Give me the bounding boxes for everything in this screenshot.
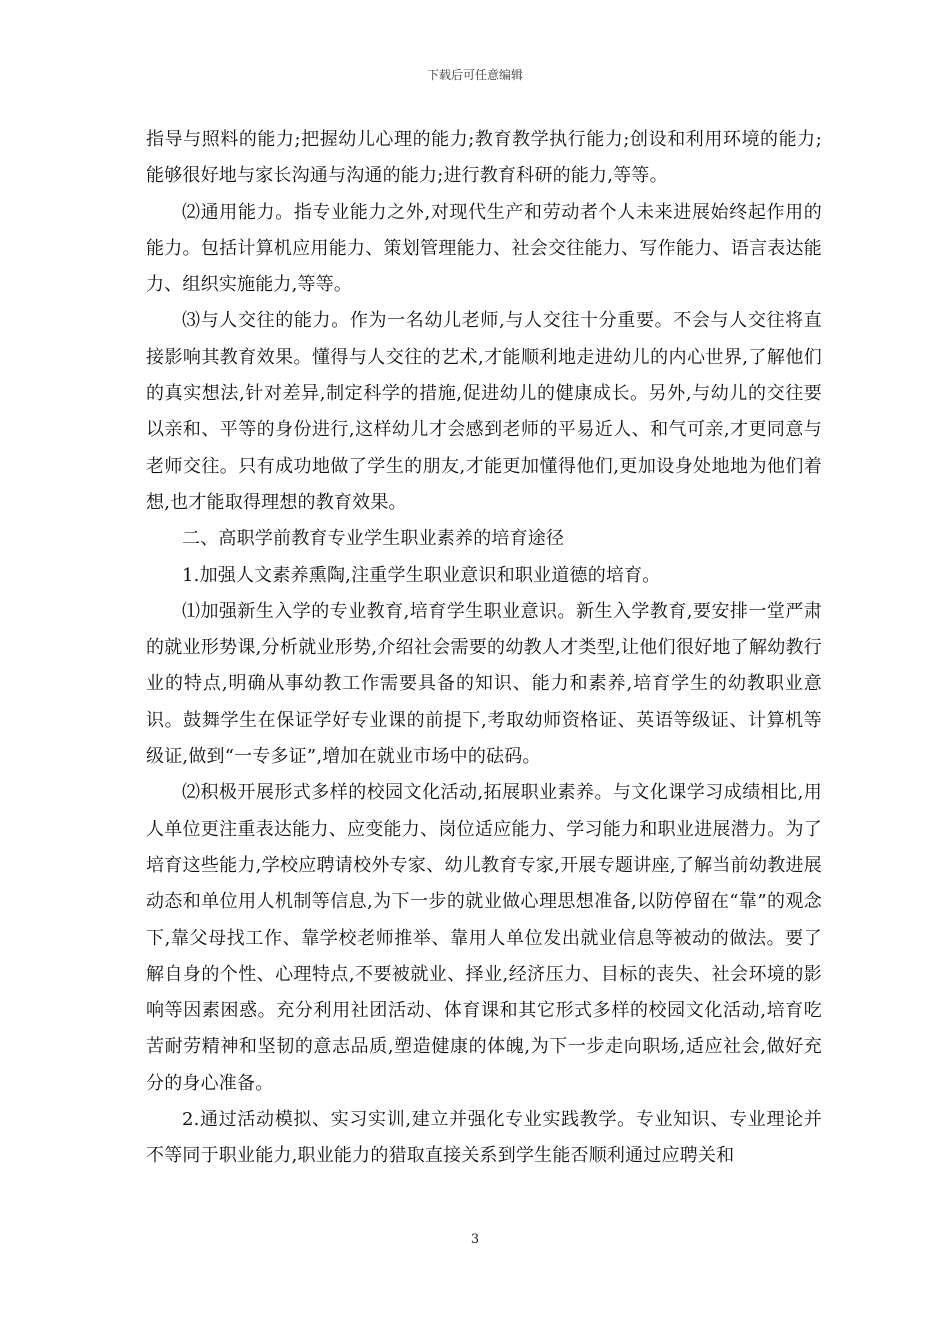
section-heading: 二、高职学前教育专业学生职业素养的培育途径 — [182, 528, 565, 550]
paragraph-7: ⑵积极开展形式多样的校园文化活动,拓展职业素养。与文化课学习成绩相比,用人单位更注重表达能力、应变能力、岗位适应能力、学习能力和职业进展潜力。为了培育这些能力,学校应聘请校外专家、幼儿教育专家,开展专题讲座,了解当前幼教进展动态和单位用人机制等信息,为下一步的就业做心理思想准备,以防停留在“靠”的观念下,靠父母找工作、靠学校老师推举、靠用人单位发出就业信息等被动的做法。要了解自身的个性、心理特点,不要被就业、择业,经济压力、目标的丧失、社会环境的影响等因素困惑。充分利用社团活动、体育课和其它形式多样的校园文化活动,培育吃苦耐劳精神和坚韧的意志品质,塑造健康的体魄,为下一步走向职场,适应社会,做好充分的身心准备。 — [146, 782, 822, 1094]
paragraph-6: ⑴加强新生入学的专业教育,培育学生职业意识。新生入学教育,要安排一堂严肃的就业形势课,分析就业形势,介绍社会需要的幼教人才类型,让他们很好地了解幼教行业的特点,明确从事幼教工作需要具备的知识、能力和素养,培育学生的幼教职业意识。鼓舞学生在保证学好专业课的前提下,考取幼师资格证、英语等级证、计算机等级证,做到“一专多证”,增加在就业市场中的砝码。 — [146, 600, 822, 768]
paragraph-2: ⑵通用能力。指专业能力之外,对现代生产和劳动者个人未来进展始终起作用的能力。包括计算机应用能力、策划管理能力、社会交往能力、写作能力、语言表达能力、组织实施能力,等等。 — [146, 201, 822, 296]
document-body — [146, 122, 822, 1175]
subsection-heading: 1.加强人文素养熏陶,注重学生职业意识和职业道德的培育。 — [182, 564, 661, 586]
paragraph-1: 指导与照料的能力;把握幼儿心理的能力;教育教学执行能力;创设和利用环境的能力;能够很好地与家长沟通与沟通的能力;进行教育科研的能力,等等。 — [146, 129, 822, 187]
page-number: 3 — [470, 1232, 480, 1247]
page-header: 下载后可任意编辑 — [426, 68, 523, 82]
paragraph-8: 2.通过活动模拟、实习实训,建立并强化专业实践教学。专业知识、专业理论并不等同于职业能力,职业能力的猎取直接关系到学生能否顺利通过应聘关和 — [146, 1109, 822, 1167]
paragraph-3: ⑶与人交往的能力。作为一名幼儿老师,与人交往十分重要。不会与人交往将直接影响其教育效果。懂得与人交往的艺术,才能顺利地走进幼儿的内心世界,了解他们的真实想法,针对差异,制定科学的措施,促进幼儿的健康成长。另外,与幼儿的交往要以亲和、平等的身份进行,这样幼儿才会感到老师的平易近人、和气可亲,才更同意与老师交往。只有成功地做了学生的朋友,才能更加懂得他们,更加设身处地地为他们着想,也才能取得理想的教育效果。 — [146, 310, 822, 513]
